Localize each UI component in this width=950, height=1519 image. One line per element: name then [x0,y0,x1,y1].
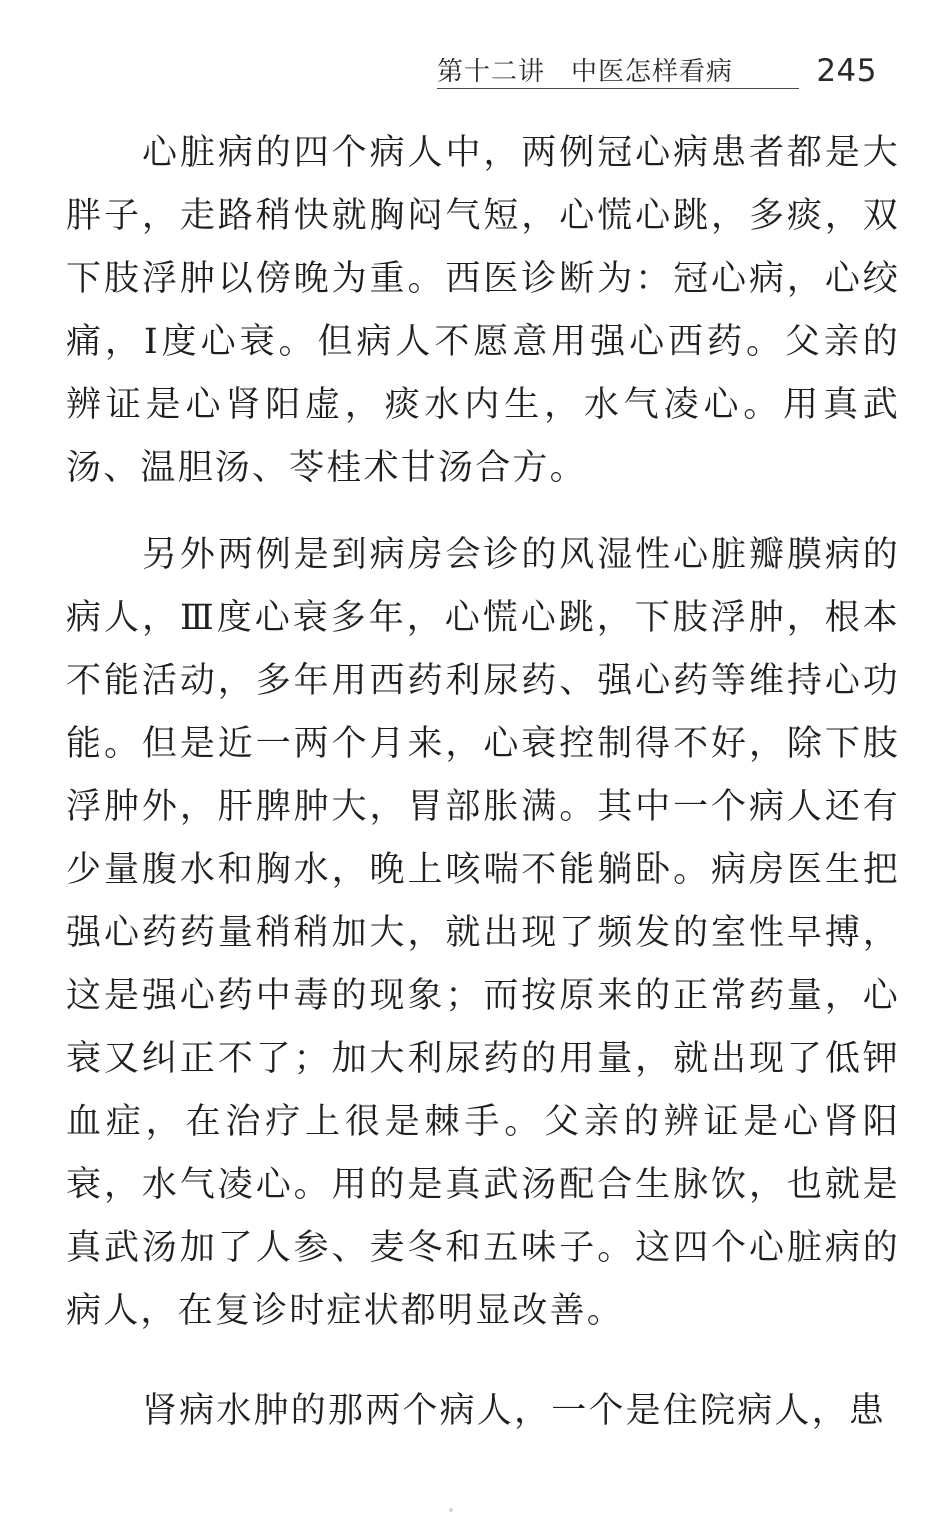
paragraph-3: 肾病水肿的那两个病人，一个是住院病人，患 [142,1391,887,1431]
page-number: 245 [816,53,877,89]
header-lecture: 第十二讲 [437,57,546,87]
scan-speck [449,1508,453,1512]
header-chapter-title: 中医怎样看病 [571,57,734,87]
body-text [66,122,900,1443]
paragraph-2: 另外两例是到病房会诊的风湿性心脏瓣膜病的病人，Ⅲ度心衰多年，心慌心跳，下肢浮肿，根本不能活动，多年用西药利尿药、强心药等维持心功能。但是近一两个月来，心衰控制得不好，除下肢浮肿外，肝脾肿大，胃部胀满。其中一个病人还有少量腹水和胸水，晚上咳喘不能躺卧。病房医生把强心药药量稍稍加大，就出现了频发的室性早搏，这是强心药中毒的现象；而按原来的正常药量，心衰又纠正不了；加大利尿药的用量，就出现了低钾血症，在治疗上很是棘手。父亲的辨证是心肾阳衰，水气凌心。用的是真武汤配合生脉饮，也就是真武汤加了人参、麦冬和五味子。这四个心脏病的病人，在复诊时症状都明显改善。 [66,535,900,1331]
running-header [437,48,877,94]
header-title [437,56,799,89]
paragraph-1: 心脏病的四个病人中，两例冠心病患者都是大胖子，走路稍快就胸闷气短，心慌心跳，多痰，双下肢浮肿以傍晚为重。西医诊断为：冠心病，心绞痛，Ⅰ度心衰。但病人不愿意用强心西药。父亲的辨证是心肾阳虚，痰水内生，水气凌心。用真武汤、温胆汤、苓桂术甘汤合方。 [66,133,900,488]
